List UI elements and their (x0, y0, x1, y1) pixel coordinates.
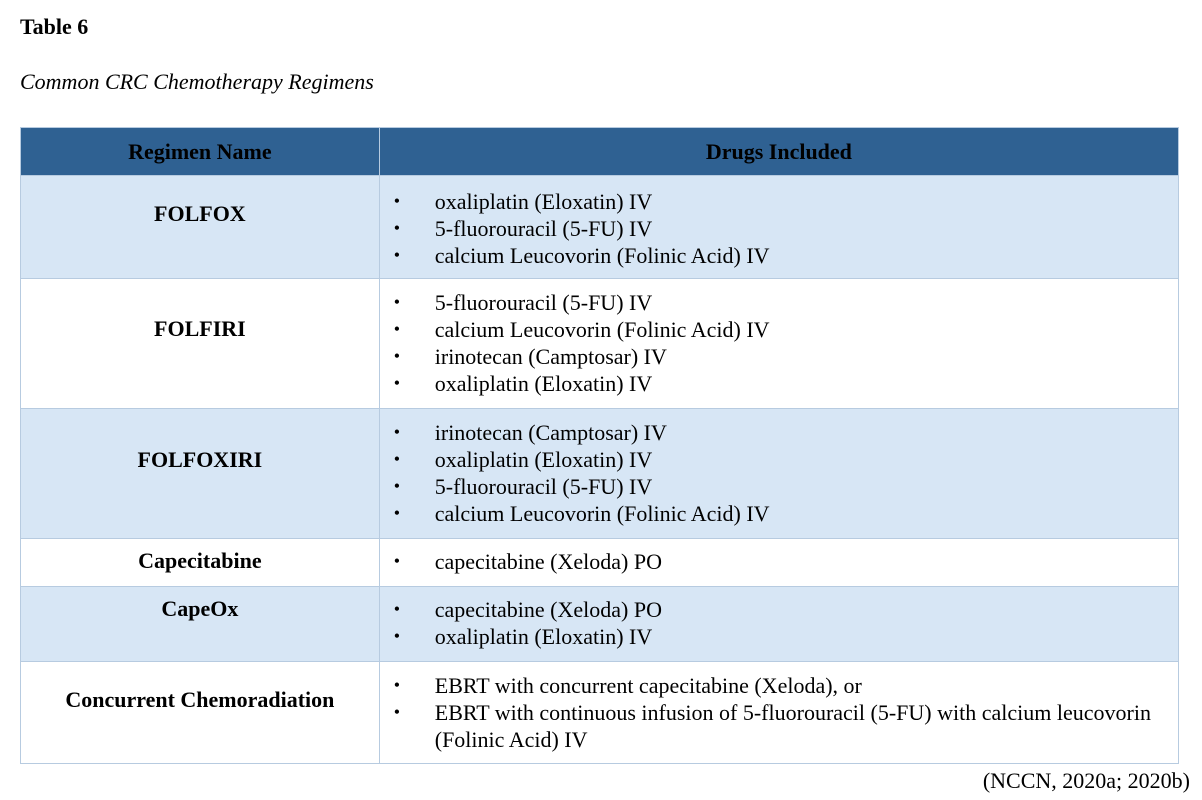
table-row (21, 409, 1179, 539)
bullet-icon: • (393, 191, 401, 211)
regimen-name: CapeOx (161, 596, 239, 621)
drug-text: capecitabine (Xeloda) PO (434, 597, 662, 622)
list-item (380, 316, 1178, 343)
drug-text: calcium Leucovorin (Folinic Acid) IV (434, 317, 770, 342)
bullet-icon: • (393, 675, 401, 695)
table-row (21, 539, 1179, 587)
drug-text: irinotecan (Camptosar) IV (434, 420, 667, 445)
table-row (21, 279, 1179, 409)
regimen-name: FOLFOX (154, 201, 246, 226)
drug-text: irinotecan (Camptosar) IV (434, 344, 667, 369)
bullet-icon: • (393, 292, 401, 312)
regimen-name: Concurrent Chemoradiation (65, 687, 335, 712)
drug-text: 5-fluorouracil (5-FU) IV (434, 290, 653, 315)
bullet-icon: • (393, 422, 401, 442)
list-item (380, 548, 1178, 575)
drug-list (380, 662, 1178, 753)
drug-text: oxaliplatin (Eloxatin) IV (434, 624, 653, 649)
regimen-name-cell (21, 409, 380, 539)
drug-text: 5-fluorouracil (5-FU) IV (434, 216, 653, 241)
drugs-cell (379, 587, 1178, 662)
list-item (380, 215, 1178, 242)
regimen-name-cell (21, 279, 380, 409)
bullet-icon: • (393, 373, 401, 393)
table-label: Table 6 (20, 14, 89, 39)
list-item (380, 446, 1178, 473)
list-item (380, 596, 1178, 623)
bullet-icon: • (393, 476, 401, 496)
drug-text: oxaliplatin (Eloxatin) IV (434, 447, 653, 472)
drug-text: calcium Leucovorin (Folinic Acid) IV (434, 501, 770, 526)
regimen-name-cell (21, 176, 380, 279)
list-item (380, 500, 1178, 527)
list-item (380, 623, 1178, 650)
drug-text: capecitabine (Xeloda) PO (434, 549, 662, 574)
drug-list (380, 409, 1178, 527)
drug-list (380, 176, 1178, 269)
drugs-cell (379, 539, 1178, 587)
regimen-name: FOLFOXIRI (137, 447, 263, 472)
list-item (380, 188, 1178, 215)
regimen-name-cell (21, 662, 380, 764)
drug-text: 5-fluorouracil (5-FU) IV (434, 474, 653, 499)
list-item (380, 419, 1178, 446)
regimen-name-cell (21, 587, 380, 662)
drug-list (380, 279, 1178, 397)
list-item (380, 370, 1178, 397)
list-item (380, 343, 1178, 370)
bullet-icon: • (393, 319, 401, 339)
table-row (21, 662, 1179, 764)
list-item (380, 672, 1178, 699)
drug-text: calcium Leucovorin (Folinic Acid) IV (434, 243, 770, 268)
list-item (380, 242, 1178, 269)
drugs-cell (379, 176, 1178, 279)
drug-list (380, 587, 1178, 650)
bullet-icon: • (393, 218, 401, 238)
header-regimen-name: Regimen Name (21, 128, 380, 176)
regimen-name: Capecitabine (138, 548, 262, 573)
regimen-name-cell (21, 539, 380, 587)
list-item (380, 289, 1178, 316)
drug-text: oxaliplatin (Eloxatin) IV (434, 371, 653, 396)
drugs-cell (379, 662, 1178, 764)
drug-list (380, 539, 1178, 575)
table-title: Common CRC Chemotherapy Regimens (20, 69, 374, 94)
list-item (380, 699, 1178, 753)
bullet-icon: • (393, 346, 401, 366)
bullet-icon: • (393, 626, 401, 646)
bullet-icon: • (393, 503, 401, 523)
bullet-icon: • (393, 599, 401, 619)
header-drugs-included: Drugs Included (379, 128, 1178, 176)
list-item (380, 473, 1178, 500)
drug-text: oxaliplatin (Eloxatin) IV (434, 189, 653, 214)
drug-text: EBRT with continuous infusion of 5-fluorouracil (5-FU) with calcium leucovorin (Folinic Acid) IV (434, 700, 1151, 752)
bullet-icon: • (393, 449, 401, 469)
table-row (21, 587, 1179, 662)
regimen-name: FOLFIRI (154, 316, 246, 341)
bullet-icon: • (393, 245, 401, 265)
header-row (21, 128, 1179, 176)
regimens-table (20, 127, 1179, 764)
drugs-cell (379, 279, 1178, 409)
bullet-icon: • (393, 551, 401, 571)
table-row (21, 176, 1179, 279)
bullet-icon: • (393, 702, 401, 722)
citation: (NCCN, 2020a; 2020b) (982, 768, 1190, 793)
drug-text: EBRT with concurrent capecitabine (Xeloda), or (434, 673, 862, 698)
drugs-cell (379, 409, 1178, 539)
